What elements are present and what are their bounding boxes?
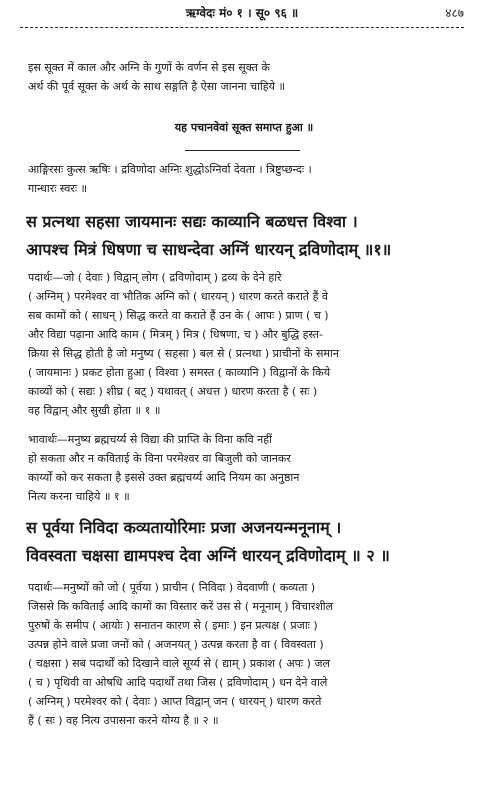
bhavartha-1 [28,430,460,506]
padartha-line: ( अग्निम् ) परमेश्वर वा भौतिक अग्नि को ( धारयन् ) धारण करते कराते हैं वे [28,290,329,303]
padartha-line: ( अग्निम् ) परमेश्वर को ( देवाः ) आप्त विद्वान् जन ( धारयन् ) धारण करते [28,695,322,708]
padartha-line: पुरुषों के समीप ( आयोः ) सनातन कारण से ( इमाः ) इन प्रत्यक्ष ( प्रजाः ) [28,619,318,632]
padartha-line: सब कामों को ( साधन् ) सिद्ध करते वा कराते हैं उन के ( आपः ) प्राण ( च ) [28,309,329,322]
bhavartha-line: हो सकता और न कविताई के विना परमेश्वर वा बिजुली को जानकर [28,452,291,465]
padartha-line: ( जायमानः ) प्रकट होता हुआ ( विश्वा ) समस्त ( काव्यानि ) विद्वानों के किये [28,366,331,379]
mantra-line: स प्रत्नथा सहसा जायमानः सद्यः काव्यानि बळधत्त विश्वा । [26,212,358,231]
intro-paragraph [28,58,460,96]
section-divider [185,150,300,151]
intro-line: इस सूक्त में काल और अग्नि के गुणों के वर्णन से इस सूक्त के [28,61,270,74]
rishi-devata-line [28,160,460,198]
intro-line: अर्थ की पूर्व सूक्त के अर्थ के साथ सङ्गति है ऐसा जानना चाहिये ॥ [28,80,286,93]
padartha-line: हैं ( सः ) वह नित्य उपासना करने योग्य है ॥ २ ॥ [28,714,219,727]
ending-note [28,118,460,137]
padartha-line: ( च ) पृथिवी वा ओषधि आदि पदार्थों तथा जिस ( द्रविणोदाम् ) धन देने वाले [28,676,328,689]
padartha-line: जिससे कि कविताई आदि कामों का विस्तार करें उस से ( मनूनाम् ) विचारशील [28,600,334,613]
page-number: ४८७ [445,6,464,20]
padartha-line: और विद्या पढ़ाना आदि काम ( मित्रम् ) मित्र ( धिषणा, च ) और बुद्धि हस्त- [28,328,324,341]
mantra-line: विवस्वता चक्षसा द्यामपश्च देवा अग्निं धारयन् द्रविणोदाम् ॥ २ ॥ [26,546,390,565]
rishi-text: गान्धारः स्वरः ॥ [28,182,88,195]
padartha-line: क्रिया से सिद्ध होती है जो मनुष्य ( सहसा ) बल से ( प्रत्नथा ) प्राचीनों के समान [28,347,339,360]
running-title: ऋग्वेदः मं० १ । सू० ९६ ॥ [185,6,299,20]
padartha-line: वह विद्वान् और सुखी होता ॥ १ ॥ [28,404,161,417]
ending-note-text: यह पचानवेवां सूक्त समाप्त हुआ ॥ [174,121,314,134]
padartha-line: उत्पन्न होने वाले प्रजा जनों को ( अजनयत् ) उत्पन्न करता है वा ( विवस्वता ) [28,638,324,651]
padartha-line: ( चक्षसा ) सब पदार्थों को दिखाने वाले सूर्य्य से ( द्याम् ) प्रकाश ( अपः ) जल [28,657,330,670]
padartha-1 [28,268,460,420]
page-header [20,4,464,22]
padartha-2 [28,578,460,730]
padartha-line: काव्यों को ( सद्यः ) शीघ्र ( बट् ) यथावत् ( अधत्त ) धारण करता है ( सः ) [28,385,318,398]
bhavartha-line: कार्य्यों को कर सकता है इससे उक्त ब्रह्मचर्य्य आदि नियम का अनुष्ठान [28,471,300,484]
mantra-line: आपश्च मित्रं धिषणा च साधन्देवा अग्निं धारयन् द्रविणोदाम् ॥१॥ [26,240,392,259]
mantra-1 [26,208,462,264]
bhavartha-line: नित्य करना चाहिये ॥ १ ॥ [28,490,130,503]
padartha-line: पदार्थः—मनुष्यों को जो ( पूर्वया ) प्राचीन ( निविदा ) वेदवाणी ( कव्यता ) [28,581,316,594]
mantra-2 [26,514,462,570]
header-rule [20,27,464,28]
mantra-line: स पूर्वया निविदा कव्यतायोरिमाः प्रजा अजनयन्मनूनाम् । [26,518,342,537]
rishi-text: आङ्गिरसः कुत्स ऋषिः । द्रविणोदा अग्निः शुद्धोऽग्निर्वा देवता । त्रिष्टुप्छन्दः । [28,163,312,176]
padartha-line: पदार्थः—जो ( देवाः ) विद्वान् लोग ( द्रविणोदाम् ) द्रव्य के देने हारे [28,271,282,284]
bhavartha-line: भावार्थः—मनुष्य ब्रह्मचर्य्य से विद्या की प्राप्ति के विना कवि नहीं [28,433,272,446]
